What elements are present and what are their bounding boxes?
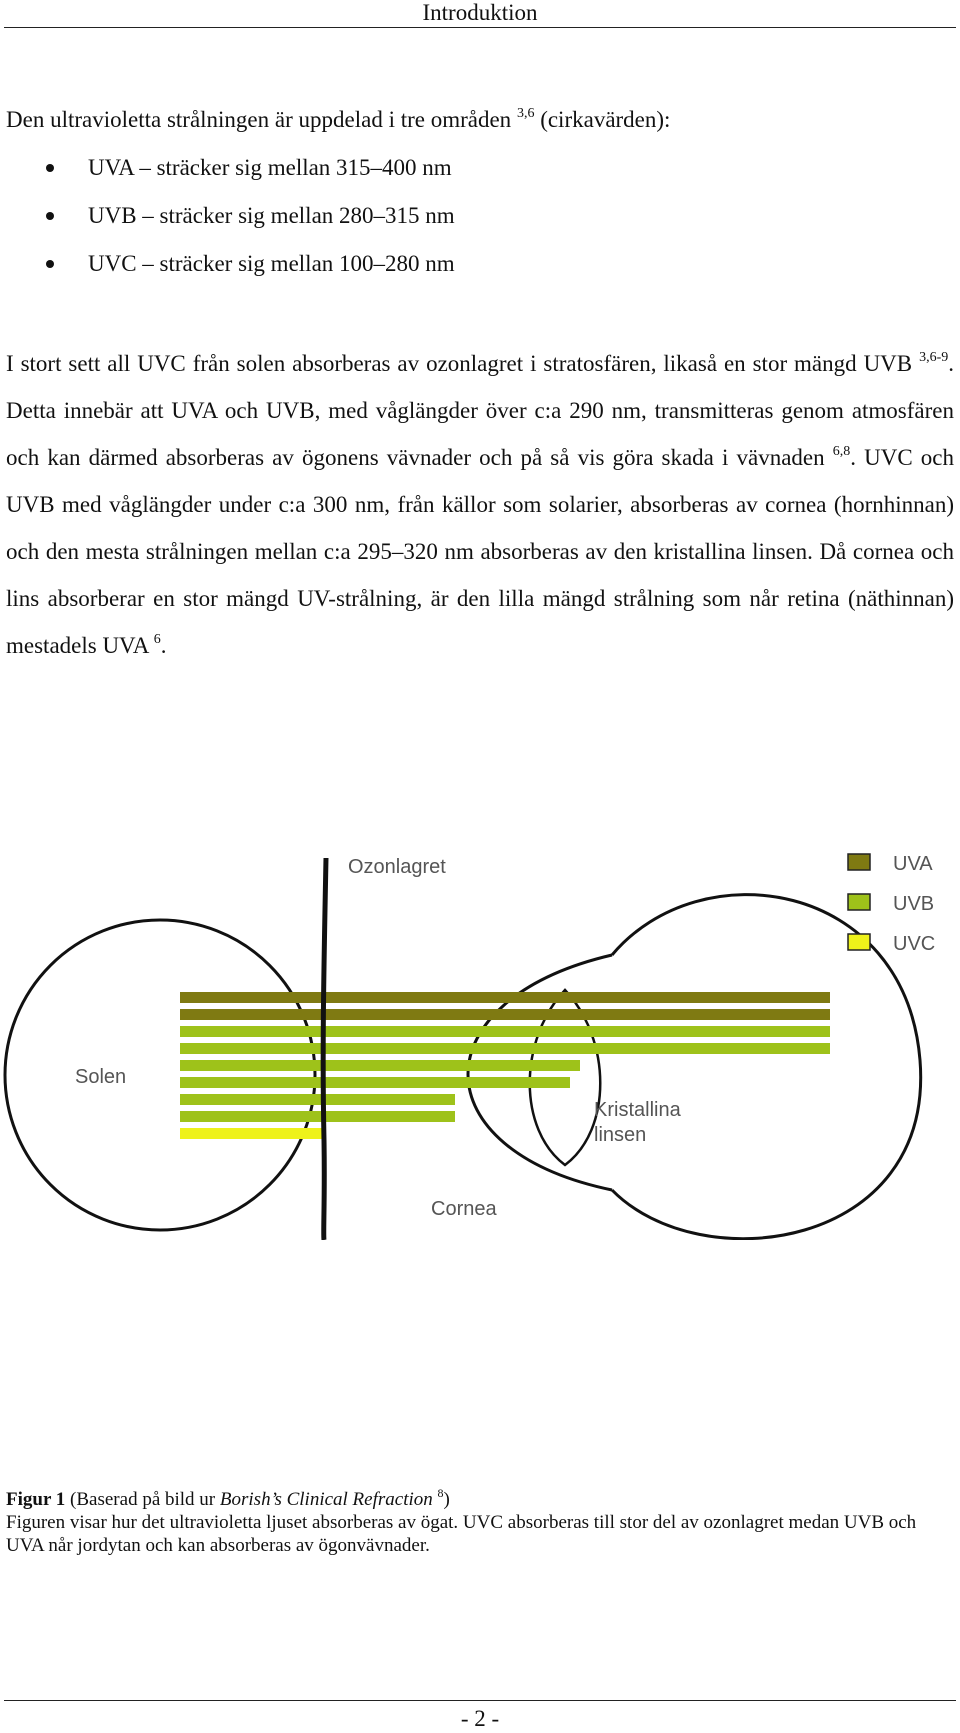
legend-swatch-uvc	[848, 934, 870, 950]
footer-divider	[4, 1700, 956, 1701]
uva-ray	[180, 1009, 830, 1020]
lens-label-line2: linsen	[594, 1124, 647, 1146]
legend-swatch-uva	[848, 854, 870, 870]
list-item	[0, 154, 455, 202]
figure-legend	[848, 853, 935, 955]
caption-text: Figuren visar hur det ultravioletta ljuset absorberas av ögat. UVC absorberas till stor del av ozonlagret medan UVB och UVA når jordytan och kan absorberas av ögonvävnader.	[6, 1512, 917, 1556]
list-item	[0, 202, 455, 250]
paragraph-text-3: . UVC och UVB med våglängder under c:a 300 nm, från källor som solarier, absorberas av cornea (hornhinnan) och den mesta strålningen mellan c:a 295–320 nm absorberas av den kristallina linsen. Då cornea och lins absorberar en stor mängd UV-strålning, är den lilla mängd strålning som når retina (näthinnan) mestadels UVA	[6, 445, 954, 658]
caption-title-line	[6, 1488, 956, 1511]
bullet-icon	[46, 260, 54, 268]
paragraph-text-1: I stort sett all UVC från solen absorberas av ozonlagret i stratosfären, likaså en stor mängd UVB	[6, 351, 913, 376]
list-item-text: UVA – sträcker sig mellan 315–400 nm	[88, 155, 452, 180]
uvc-ray	[180, 1128, 325, 1139]
cornea-label: Cornea	[431, 1198, 497, 1220]
uvb-ray	[180, 1111, 455, 1122]
legend-swatch-uvb	[848, 894, 870, 910]
uvb-ray	[180, 1060, 580, 1071]
paragraph-text-2: . Detta innebär att UVA och UVB, med våglängder över c:a 290 nm, transmitteras genom atmosfären och kan därmed absorberas av ögonens vävnader och på så vis göra skada i vävnaden	[6, 351, 954, 470]
legend-label-uva: UVA	[893, 853, 933, 875]
caption-close: )	[443, 1489, 450, 1510]
uvb-ray	[180, 1026, 830, 1037]
figure-caption	[6, 1488, 956, 1557]
intro-reference: 3,6	[516, 106, 535, 121]
page-header: Introduktion	[422, 0, 538, 25]
caption-reference: 8	[437, 1486, 444, 1500]
uva-ray	[180, 992, 830, 1003]
uvb-ray	[180, 1094, 455, 1105]
caption-source: Borish’s Clinical Refraction	[219, 1489, 433, 1510]
reference-1: 3,6-9	[919, 350, 949, 365]
list-item-text: UVB – sträcker sig mellan 280–315 nm	[88, 203, 455, 228]
list-item	[0, 250, 455, 298]
caption-open: (Baserad på bild ur	[65, 1489, 220, 1510]
list-item-text: UVC – sträcker sig mellan 100–280 nm	[88, 251, 455, 276]
cornea-shape	[468, 955, 612, 1190]
sun-shape	[5, 920, 315, 1230]
legend-label-uvc: UVC	[893, 933, 936, 955]
uvb-ray	[180, 1077, 570, 1088]
page-number: - 2 -	[460, 1706, 500, 1731]
intro-text: Den ultravioletta strålningen är uppdelad i tre områden	[6, 107, 512, 132]
eyeball-shape	[612, 895, 921, 1239]
legend-label-uvb: UVB	[893, 893, 935, 915]
ozone-layer-line	[323, 858, 326, 1240]
reference-3: 6	[153, 632, 161, 647]
uvb-ray	[180, 1043, 830, 1054]
intro-tail: (cirkavärden):	[540, 107, 671, 132]
uv-absorption-figure	[0, 840, 960, 1240]
bullet-icon	[46, 212, 54, 220]
body-paragraph	[6, 340, 954, 669]
uv-rays	[180, 992, 830, 1139]
uv-range-list	[0, 154, 455, 298]
reference-2: 6,8	[832, 444, 851, 459]
caption-label: Figur 1	[6, 1489, 66, 1510]
paragraph-text-4: .	[160, 633, 167, 658]
ozone-label: Ozonlagret	[348, 856, 446, 878]
intro-line	[6, 106, 670, 134]
bullet-icon	[46, 164, 54, 172]
sun-label: Solen	[75, 1066, 127, 1088]
header-divider	[4, 27, 956, 28]
lens-label-line1: Kristallina	[594, 1099, 681, 1121]
